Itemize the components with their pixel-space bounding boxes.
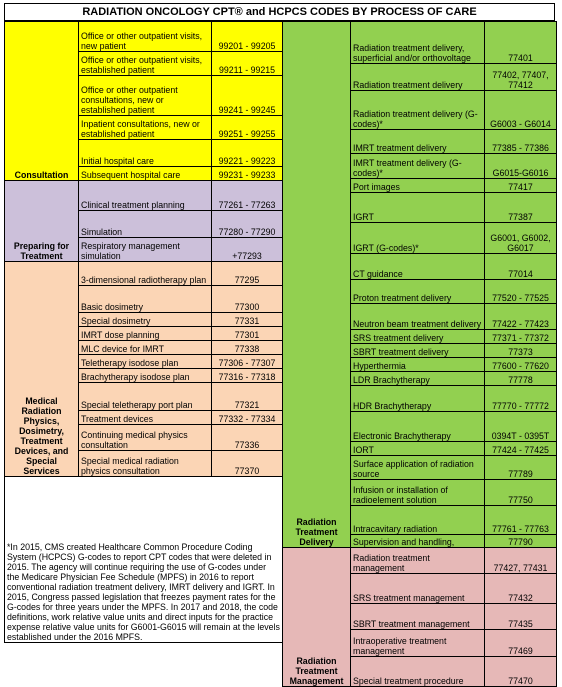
- code-value: 77470: [485, 657, 557, 687]
- code-value: 77789: [485, 456, 557, 480]
- code-description: Special treatment procedure: [351, 657, 485, 687]
- code-value: 99211 - 99215: [212, 52, 283, 76]
- code-value: 77401: [485, 22, 557, 64]
- code-description: Radiation treatment delivery (G-codes)*: [351, 91, 485, 130]
- code-value: 77790: [485, 535, 557, 548]
- code-value: 77321: [212, 383, 283, 411]
- code-description: LDR Brachytherapy: [351, 372, 485, 386]
- right-code-table: [282, 21, 557, 687]
- code-value: G6015-G6016: [485, 154, 557, 179]
- code-description: Infusion or installation of radioelement solution: [351, 480, 485, 506]
- code-description: CT guidance: [351, 254, 485, 280]
- code-value: 77520 - 77525: [485, 280, 557, 304]
- code-value: 77316 - 77318: [212, 369, 283, 383]
- code-value: 77435: [485, 604, 557, 630]
- code-description: IGRT (G-codes)*: [351, 223, 485, 254]
- table-row: [5, 22, 283, 52]
- category-delivery: Radiation Treatment Delivery: [283, 22, 351, 548]
- table-row: [5, 181, 283, 211]
- code-description: SBRT treatment management: [351, 604, 485, 630]
- code-value: 77370: [212, 451, 283, 477]
- code-value: 77469: [485, 630, 557, 657]
- code-value: 77424 - 77425: [485, 442, 557, 456]
- code-description: Hyperthermia: [351, 358, 485, 372]
- code-value: 77387: [485, 193, 557, 223]
- code-value: 77770 - 77772: [485, 386, 557, 412]
- code-value: 77417: [485, 179, 557, 193]
- code-value: 99221 - 99223: [212, 140, 283, 167]
- code-description: IMRT treatment delivery (G-codes)*: [351, 154, 485, 179]
- code-value: 77385 - 77386: [485, 130, 557, 154]
- code-value: 77761 - 77763: [485, 506, 557, 535]
- code-description: Brachytherapy isodose plan: [79, 369, 212, 383]
- code-description: Simulation: [79, 211, 212, 238]
- code-description: SRS treatment management: [351, 574, 485, 604]
- table-row: [283, 22, 557, 64]
- code-value: 77371 - 77372: [485, 330, 557, 344]
- code-description: IMRT dose planning: [79, 327, 212, 341]
- code-description: Subsequent hospital care: [79, 167, 212, 181]
- footnote: *In 2015, CMS created Healthcare Common Procedure Coding System (HCPCS) G-codes to report CPT codes that were deleted in 2015. The agency will continue requiring the use of G-codes under the Medicare Physician Fee Schedule (MPFS) in 2016 to report conventional radiation treatment delivery, IMRT delivery and IGRT. In 2015, Congress passed legislation that freezes payment rates for the G-codes for three years under the MPFS. In 2017 and 2018, the code definitions, work relative value units and direct inputs for the practice expense relative value units for G6001-G6015 will remain at the levels established under the 2016 MPFS.: [5, 477, 283, 643]
- code-description: Clinical treatment planning: [79, 181, 212, 211]
- code-value: 77280 - 77290: [212, 211, 283, 238]
- table-row: [5, 477, 283, 643]
- code-value: 0394T - 0395T: [485, 412, 557, 442]
- code-description: IMRT treatment delivery: [351, 130, 485, 154]
- code-value: G6001, G6002, G6017: [485, 223, 557, 254]
- code-description: Basic dosimetry: [79, 286, 212, 313]
- code-value: 77332 - 77334: [212, 411, 283, 425]
- code-value: +77293: [212, 238, 283, 262]
- code-value: 77338: [212, 341, 283, 355]
- code-description: Radiation treatment delivery, superficial and/or orthovoltage: [351, 22, 485, 64]
- code-value: G6003 - G6014: [485, 91, 557, 130]
- code-description: MLC device for IMRT: [79, 341, 212, 355]
- code-value: 77295: [212, 262, 283, 286]
- code-description: Special teletherapy port plan: [79, 383, 212, 411]
- code-value: 77336: [212, 425, 283, 451]
- code-description: Office or other outpatient visits, established patient: [79, 52, 212, 76]
- code-description: Special medical radiation physics consultation: [79, 451, 212, 477]
- code-description: Surface application of radiation source: [351, 456, 485, 480]
- right-table-body: [283, 22, 557, 687]
- left-table-body: [5, 22, 283, 643]
- code-description: Neutron beam treatment delivery: [351, 304, 485, 330]
- code-description: Special dosimetry: [79, 313, 212, 327]
- code-value: 77600 - 77620: [485, 358, 557, 372]
- code-description: Intracavitary radiation: [351, 506, 485, 535]
- code-description: Inpatient consultations, new or established patient: [79, 116, 212, 140]
- code-value: 77432: [485, 574, 557, 604]
- code-description: Radiation treatment management: [351, 548, 485, 574]
- code-description: Supervision and handling,: [351, 535, 485, 548]
- code-description: Teletherapy isodose plan: [79, 355, 212, 369]
- code-description: Proton treatment delivery: [351, 280, 485, 304]
- left-code-table: [4, 21, 283, 643]
- code-description: SRS treatment delivery: [351, 330, 485, 344]
- table-row: [283, 548, 557, 574]
- code-description: Continuing medical physics consultation: [79, 425, 212, 451]
- code-value: 77427, 77431: [485, 548, 557, 574]
- code-value: 77014: [485, 254, 557, 280]
- code-value: 77422 - 77423: [485, 304, 557, 330]
- category-consultation: Consultation: [5, 22, 79, 181]
- category-physics: Medical Radiation Physics, Dosimetry, Treatment Devices, and Special Services: [5, 262, 79, 477]
- code-value: 77300: [212, 286, 283, 313]
- code-description: IGRT: [351, 193, 485, 223]
- code-value: 77331: [212, 313, 283, 327]
- code-value: 77306 - 77307: [212, 355, 283, 369]
- code-description: HDR Brachytherapy: [351, 386, 485, 412]
- code-description: Electronic Brachytherapy: [351, 412, 485, 442]
- code-description: Respiratory management simulation: [79, 238, 212, 262]
- code-value: 99241 - 99245: [212, 76, 283, 116]
- code-value: 99231 - 99233: [212, 167, 283, 181]
- code-value: 99201 - 99205: [212, 22, 283, 52]
- code-description: Initial hospital care: [79, 140, 212, 167]
- code-description: Radiation treatment delivery: [351, 64, 485, 91]
- code-description: Port images: [351, 179, 485, 193]
- category-preparing: Preparing for Treatment: [5, 181, 79, 262]
- code-description: Treatment devices: [79, 411, 212, 425]
- code-description: SBRT treatment delivery: [351, 344, 485, 358]
- code-description: Intraoperative treatment management: [351, 630, 485, 657]
- page-title: RADIATION ONCOLOGY CPT® and HCPCS CODES BY PROCESS OF CARE: [4, 3, 555, 21]
- code-value: 99251 - 99255: [212, 116, 283, 140]
- code-value: 77402, 77407, 77412: [485, 64, 557, 91]
- code-description: Office or other outpatient visits, new patient: [79, 22, 212, 52]
- code-description: 3-dimensional radiotherapy plan: [79, 262, 212, 286]
- code-value: 77778: [485, 372, 557, 386]
- table-row: [5, 262, 283, 286]
- code-value: 77750: [485, 480, 557, 506]
- code-description: IORT: [351, 442, 485, 456]
- category-management: Radiation Treatment Management: [283, 548, 351, 687]
- code-value: 77373: [485, 344, 557, 358]
- code-value: 77301: [212, 327, 283, 341]
- code-value: 77261 - 77263: [212, 181, 283, 211]
- code-description: Office or other outpatient consultations, new or established patient: [79, 76, 212, 116]
